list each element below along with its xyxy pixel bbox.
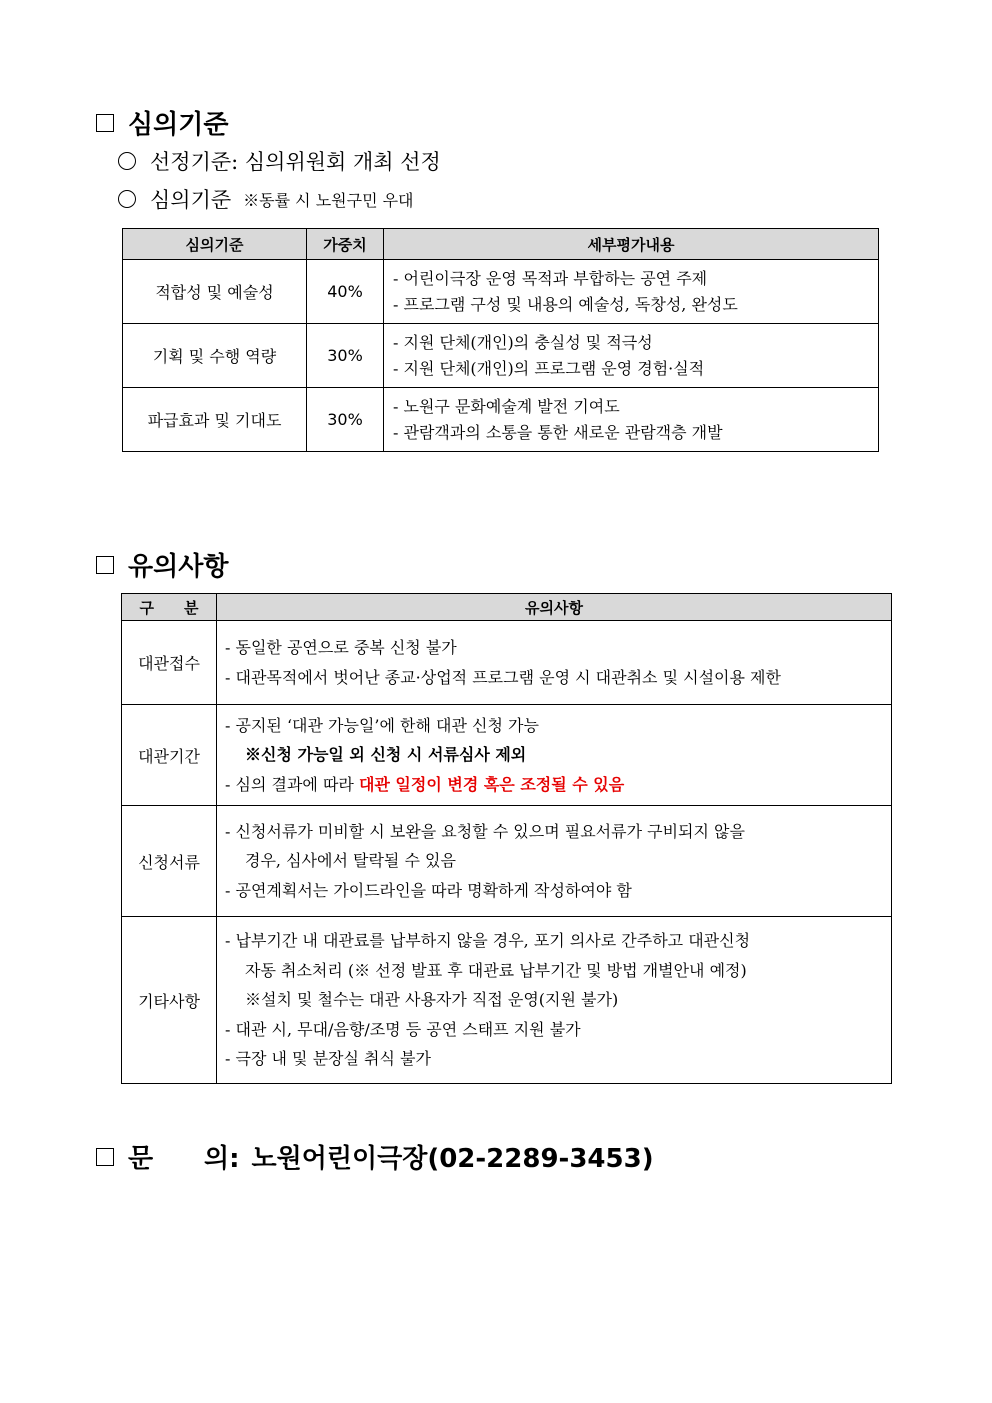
note-category: 신청서류 [122, 806, 217, 917]
header-notes: 유의사항 [217, 594, 892, 621]
contact-label-suffix: 의: [204, 1144, 240, 1174]
checkbox-square-icon [96, 1148, 114, 1166]
table-row [122, 621, 892, 705]
table-header-row [122, 594, 892, 621]
note-line-emphasis: ※신청 가능일 외 신청 시 서류심사 제외 [245, 745, 527, 765]
section-title: 심의기준 [128, 110, 229, 140]
section-title: 유의사항 [128, 552, 229, 582]
selection-criteria-text: 선정기준: 심의위원회 개최 선정 [150, 150, 441, 174]
criteria-name: 파급효과 및 기대도 [123, 388, 307, 452]
notes-table [121, 593, 892, 1084]
criteria-name: 기획 및 수행 역량 [123, 324, 307, 388]
criteria-weight: 40% [307, 260, 384, 324]
criteria-weight: 30% [307, 388, 384, 452]
note-category: 대관기간 [122, 705, 217, 806]
section-heading-notes [96, 546, 228, 583]
note-line: - 신청서류가 미비할 시 보완을 요청할 수 있으며 필요서류가 구비되지 않을 [225, 821, 745, 841]
circle-bullet-icon [118, 152, 136, 170]
note-content [217, 917, 892, 1084]
note-line: - 동일한 공연으로 중복 신청 불가 [225, 638, 457, 657]
note-line: ※설치 및 철수는 대관 사용자가 직접 운영(지원 불가) [245, 990, 619, 1010]
header-details: 세부평가내용 [384, 229, 879, 260]
table-header-row [123, 229, 879, 260]
detail-line: - 노원구 문화예술계 발전 기여도 [393, 396, 620, 416]
detail-line: - 어린이극장 운영 목적과 부합하는 공연 주제 [393, 268, 708, 288]
table-row [122, 806, 892, 917]
criteria-details [384, 324, 879, 388]
note-category: 대관접수 [122, 621, 217, 705]
note-line: - 대관 시, 무대/음향/조명 등 공연 스태프 지원 불가 [225, 1019, 581, 1039]
table-row [122, 705, 892, 806]
note-line: - 대관목적에서 벗어난 종교·상업적 프로그램 운영 시 대관취소 및 시설이용 제한 [225, 667, 781, 687]
selection-criteria-line [118, 146, 441, 176]
header-category: 구 분 [122, 594, 217, 621]
table-row [122, 917, 892, 1084]
note-line-warning: 대관 일정이 변경 혹은 조정될 수 있음 [358, 774, 625, 794]
note-content [217, 621, 892, 705]
note-line: 자동 취소처리 (※ 선정 발표 후 대관료 납부기간 및 방법 개별안내 예정) [245, 960, 747, 980]
criteria-details [384, 260, 879, 324]
header-weight: 가중치 [307, 229, 384, 260]
header-criteria: 심의기준 [123, 229, 307, 260]
note-content [217, 705, 892, 806]
review-criteria-text: 심의기준 [150, 188, 232, 212]
note-content [217, 806, 892, 917]
note-line: - 납부기간 내 대관료를 납부하지 않을 경우, 포기 의사로 간주하고 대관신청 [225, 931, 751, 951]
table-row [123, 324, 879, 388]
criteria-name: 적합성 및 예술성 [123, 260, 307, 324]
contact-label: 문 [128, 1144, 154, 1174]
note-line: 경우, 심사에서 탈락될 수 있음 [245, 851, 456, 871]
note-line [225, 770, 883, 800]
note-category: 기타사항 [122, 917, 217, 1084]
criteria-weight: 30% [307, 324, 384, 388]
criteria-table [122, 228, 879, 452]
note-line: - 극장 내 및 분장실 취식 불가 [225, 1049, 431, 1069]
contact-value: 노원어린이극장(02-2289-3453) [251, 1144, 654, 1174]
detail-line: - 지원 단체(개인)의 프로그램 운영 경험·실적 [393, 358, 705, 378]
table-row [123, 388, 879, 452]
contact-line [96, 1138, 654, 1175]
detail-line: - 관람객과의 소통을 통한 새로운 관람객층 개발 [393, 422, 723, 442]
note-line: - 공지된 ‘대관 가능일’에 한해 대관 신청 가능 [225, 715, 539, 735]
checkbox-square-icon [96, 114, 114, 132]
criteria-details [384, 388, 879, 452]
circle-bullet-icon [118, 190, 136, 208]
tie-break-note: ※동률 시 노원구민 우대 [243, 190, 414, 210]
review-criteria-line [118, 184, 414, 214]
section-heading-criteria [96, 104, 228, 141]
detail-line: - 프로그램 구성 및 내용의 예술성, 독창성, 완성도 [393, 294, 738, 314]
detail-line: - 지원 단체(개인)의 충실성 및 적극성 [393, 332, 653, 352]
checkbox-square-icon [96, 556, 114, 574]
table-row [123, 260, 879, 324]
note-line-prefix: - 심의 결과에 따라 [225, 774, 354, 794]
note-line: - 공연계획서는 가이드라인을 따라 명확하게 작성하여야 함 [225, 880, 632, 900]
